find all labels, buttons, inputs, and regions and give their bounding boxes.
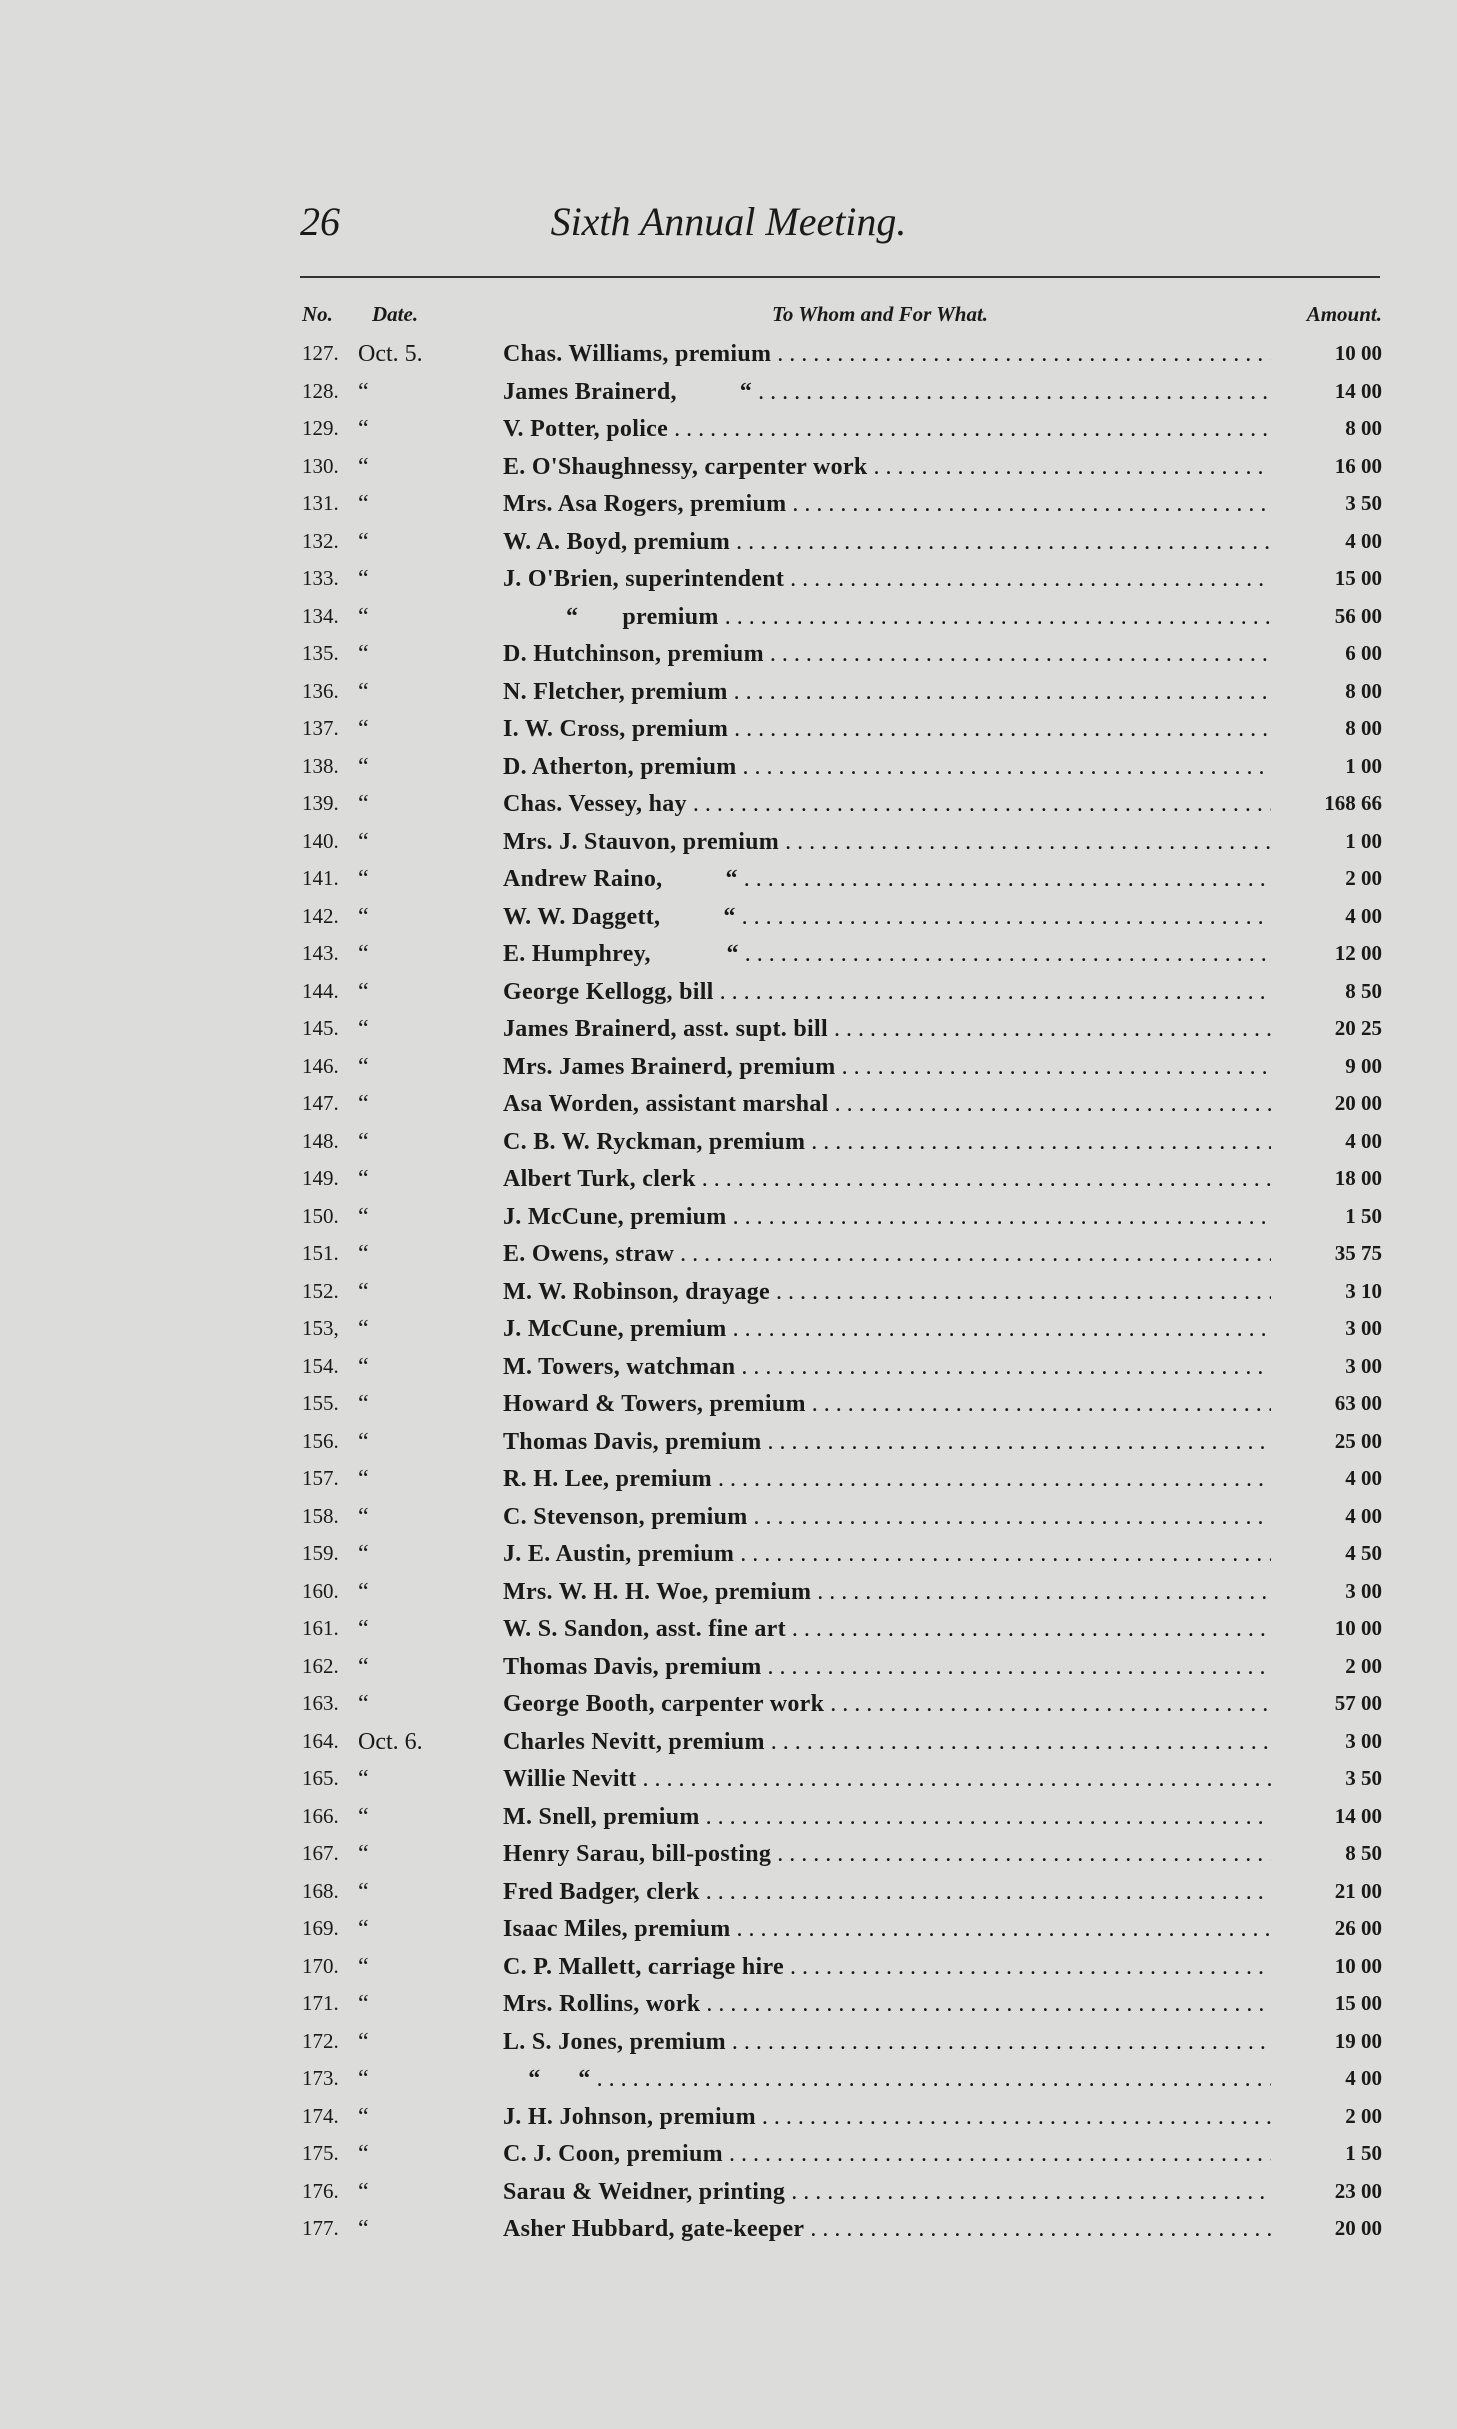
ledger-row [0,1875,1457,1913]
ledger-row [0,2175,1457,2213]
ledger-row [0,712,1457,750]
ledger-row [0,675,1457,713]
entry-date: “ [358,641,369,667]
entry-amount: 16 00 [1334,453,1382,478]
entry-amount: 8 00 [1345,678,1382,703]
ledger-row [0,787,1457,825]
ledger-row [0,1387,1457,1425]
entry-number: 153, [302,1316,339,1340]
ledger-row [0,975,1457,1013]
entry-date: “ [358,528,369,555]
entry-date: “ [358,1878,369,1905]
entry-amount: 8 50 [1345,1841,1382,1865]
entry-date: “ [358,941,369,967]
entry-number: 168. [302,1878,339,1903]
entry-description: N. Fletcher, premium . . . [503,679,1271,706]
entry-amount: 6 00 [1345,641,1382,665]
entry-number: 162. [302,1653,339,1678]
entry-amount: 63 00 [1334,1391,1382,1415]
ledger-row [0,1537,1457,1575]
entry-date: Oct. 5. [358,341,423,367]
entry-amount: 15 00 [1334,566,1382,590]
entry-amount: 10 00 [1334,341,1382,365]
entry-number: 127. [302,341,339,365]
entry-number: 148. [302,1128,339,1153]
entry-date: “ [358,1053,369,1080]
entry-amount: 9 00 [1345,1053,1382,1078]
header-rule [300,276,1380,278]
entry-date: “ [358,378,369,405]
entry-description: Asa Worden, assistant marshal . . . [503,1091,1271,1118]
page-header [0,192,1457,262]
ledger-row [0,1125,1457,1163]
entry-date: “ [358,1691,369,1717]
entry-date: “ [358,1241,369,1267]
ledger-row [0,1987,1457,2025]
ledger-row [0,1950,1457,1988]
entry-description: Albert Turk, clerk . . . [503,1166,1271,1193]
entry-amount: 3 50 [1345,491,1382,515]
entry-date: “ [358,2066,369,2092]
entry-date: “ [358,828,369,855]
ledger-row [0,525,1457,563]
entry-number: 141. [302,866,339,890]
entry-amount: 4 00 [1345,1503,1382,1528]
entry-date: “ [358,866,369,892]
entry-description: M. Snell, premium . . . [503,1804,1271,1831]
entry-date: “ [358,753,369,780]
entry-date: “ [358,903,369,930]
entry-amount: 21 00 [1334,1878,1382,1903]
entry-amount: 15 00 [1334,1991,1382,2015]
entry-date: “ [358,2103,369,2130]
entry-description: C. B. W. Ryckman, premium . . . [503,1129,1271,1156]
entry-amount: 168 66 [1324,791,1382,815]
ledger-row [0,1462,1457,1500]
entry-description: Mrs. Rollins, work . . . [503,1991,1271,2018]
entry-date: “ [358,2178,369,2205]
entry-number: 139. [302,791,339,815]
entry-date: “ [358,1391,369,1417]
entry-date: “ [358,678,369,705]
ledger-row [0,862,1457,900]
entry-date: “ [358,453,369,480]
ledger-row [0,1200,1457,1238]
entry-amount: 19 00 [1334,2028,1382,2053]
entry-description: J. E. Austin, premium . . . [503,1541,1271,1568]
entry-amount: 3 50 [1345,1766,1382,1790]
entry-description: Asher Hubbard, gate-keeper . . . [503,2216,1271,2243]
ledger-row [0,1762,1457,1800]
entry-number: 128. [302,378,339,403]
entry-date: “ [358,2028,369,2055]
entry-description: George Kellogg, bill . . . [503,979,1271,1006]
column-header-date: Date. [372,302,419,326]
entry-amount: 14 00 [1334,378,1382,403]
entry-number: 163. [302,1691,339,1715]
entry-description: Thomas Davis, premium . . . [503,1429,1271,1456]
entry-amount: 20 00 [1334,1091,1382,1115]
entry-date: “ [358,1803,369,1830]
entry-description: Howard & Towers, premium . . . [503,1391,1271,1418]
entry-date: “ [358,1016,369,1042]
entry-amount: 4 00 [1345,2066,1382,2090]
entry-date: “ [358,603,369,630]
entry-description: J. O'Brien, superintendent . . . [503,566,1271,593]
ledger-row [0,337,1457,375]
column-header-no: No. [302,302,333,326]
entry-description: J. McCune, premium . . . [503,1204,1271,1231]
ledger-row [0,1575,1457,1613]
entry-amount: 3 00 [1345,1578,1382,1603]
entry-number: 172. [302,2028,339,2053]
ledger-row [0,600,1457,638]
entry-number: 160. [302,1578,339,1603]
entry-date: “ [358,1916,369,1942]
entry-number: 145. [302,1016,339,1040]
entry-date: “ [358,1128,369,1155]
entry-date: “ [358,1166,369,1192]
entry-description: W. S. Sandon, asst. fine art . . . [503,1616,1271,1643]
running-title: Sixth Annual Meeting. [550,199,907,244]
entry-date: “ [358,2141,369,2167]
entry-number: 166. [302,1803,339,1828]
entry-number: 159. [302,1541,339,1565]
entry-amount: 8 00 [1345,716,1382,740]
entry-number: 143. [302,941,339,965]
entry-description: C. Stevenson, premium . . . [503,1504,1271,1531]
entry-number: 173. [302,2066,339,2090]
entry-number: 167. [302,1841,339,1865]
entry-number: 142. [302,903,339,928]
entry-description: Sarau & Weidner, printing . . . [503,2179,1271,2206]
entry-description: Thomas Davis, premium . . . [503,1654,1271,1681]
entry-number: 149. [302,1166,339,1190]
ledger-row [0,1800,1457,1838]
ledger-row [0,825,1457,863]
entry-description: Chas. Williams, premium . . . [503,341,1271,368]
entry-number: 155. [302,1391,339,1415]
entry-description: Mrs. Asa Rogers, premium . . . [503,491,1271,518]
entry-number: 144. [302,978,339,1003]
entry-amount: 2 00 [1345,2103,1382,2128]
entry-description: E. Humphrey, “ . . . [503,941,1271,968]
entry-number: 131. [302,491,339,515]
ledger-row [0,562,1457,600]
entry-description: E. Owens, straw . . . [503,1241,1271,1268]
ledger-row [0,1725,1457,1763]
entry-number: 146. [302,1053,339,1078]
entry-amount: 2 00 [1345,866,1382,890]
entry-amount: 1 50 [1345,1203,1382,1228]
entry-date: “ [358,1541,369,1567]
entry-description: M. W. Robinson, drayage . . . [503,1279,1271,1306]
entry-description: Mrs. J. Stauvon, premium . . . [503,829,1271,856]
entry-number: 138. [302,753,339,778]
column-header-whom: To Whom and For What. [771,302,989,326]
ledger-row [0,900,1457,938]
entry-description: J. McCune, premium . . . [503,1316,1271,1343]
entry-description: D. Hutchinson, premium . . . [503,641,1271,668]
entry-amount: 26 00 [1334,1916,1382,1940]
entry-description: James Brainerd, asst. supt. bill . . . [503,1016,1271,1043]
entry-number: 129. [302,416,339,440]
entry-amount: 10 00 [1334,1616,1382,1640]
entry-number: 154. [302,1353,339,1378]
entry-number: 152. [302,1278,339,1303]
entry-number: 176. [302,2178,339,2203]
entry-amount: 2 00 [1345,1653,1382,1678]
entry-date: “ [358,716,369,742]
entry-description: I. W. Cross, premium . . . [503,716,1271,743]
entry-number: 177. [302,2216,339,2240]
entry-amount: 25 00 [1334,1428,1382,1453]
entry-number: 174. [302,2103,339,2128]
entry-description: C. J. Coon, premium . . . [503,2141,1271,2168]
ledger-row [0,1312,1457,1350]
entry-date: “ [358,1991,369,2017]
entry-amount: 4 00 [1345,528,1382,553]
entry-date: “ [358,1766,369,1792]
entry-amount: 57 00 [1334,1691,1382,1715]
column-headers [0,302,1457,336]
entry-description: Willie Nevitt . . . [503,1766,1271,1793]
entry-number: 140. [302,828,339,853]
ledger-row [0,1500,1457,1538]
entry-date: “ [358,1616,369,1642]
entry-date: “ [358,978,369,1005]
ledger-row [0,1650,1457,1688]
ledger-row [0,487,1457,525]
entry-number: 134. [302,603,339,628]
entry-amount: 3 00 [1345,1728,1382,1753]
entry-amount: 1 50 [1345,2141,1382,2165]
entry-description: C. P. Mallett, carriage hire . . . [503,1954,1271,1981]
entry-number: 169. [302,1916,339,1940]
entry-date: “ [358,1953,369,1980]
entry-date: “ [358,1316,369,1342]
entry-description: M. Towers, watchman . . . [503,1354,1271,1381]
entry-amount: 18 00 [1334,1166,1382,1190]
entry-number: 133. [302,566,339,590]
ledger-row [0,1425,1457,1463]
entry-amount: 56 00 [1334,603,1382,628]
entry-amount: 1 00 [1345,753,1382,778]
entry-number: 161. [302,1616,339,1640]
entry-number: 165. [302,1766,339,1790]
entry-number: 137. [302,716,339,740]
entry-amount: 4 00 [1345,1466,1382,1490]
entry-description: “ “ . . . [503,2066,1271,2093]
ledger-row [0,2100,1457,2138]
ledger-row [0,937,1457,975]
entry-description: W. W. Daggett, “ . . . [503,904,1271,931]
entry-date: “ [358,566,369,592]
entry-date: “ [358,1091,369,1117]
entry-description: Chas. Vessey, hay . . . [503,791,1271,818]
entry-amount: 14 00 [1334,1803,1382,1828]
entry-amount: 35 75 [1334,1241,1382,1265]
entry-description: James Brainerd, “ . . . [503,379,1271,406]
entry-date: “ [358,1466,369,1492]
entry-amount: 4 50 [1345,1541,1382,1565]
entry-description: George Booth, carpenter work . . . [503,1691,1271,1718]
ledger-row [0,450,1457,488]
entry-number: 132. [302,528,339,553]
entry-number: 175. [302,2141,339,2165]
entry-number: 158. [302,1503,339,1528]
entry-date: “ [358,1578,369,1605]
entry-description: V. Potter, police . . . [503,416,1271,443]
ledger-row [0,2062,1457,2100]
entry-amount: 8 00 [1345,416,1382,440]
entry-amount: 1 00 [1345,828,1382,853]
entry-date: “ [358,1203,369,1230]
ledger-row [0,1687,1457,1725]
entry-number: 130. [302,453,339,478]
entry-amount: 20 25 [1334,1016,1382,1040]
entry-description: Andrew Raino, “ . . . [503,866,1271,893]
entry-amount: 3 00 [1345,1316,1382,1340]
entry-number: 135. [302,641,339,665]
entry-number: 136. [302,678,339,703]
entry-description: Fred Badger, clerk . . . [503,1879,1271,1906]
entry-date: “ [358,1503,369,1530]
entry-description: Mrs. James Brainerd, premium . . . [503,1054,1271,1081]
ledger-row [0,1012,1457,1050]
ledger-row [0,1050,1457,1088]
entry-amount: 12 00 [1334,941,1382,965]
ledger-row [0,2137,1457,2175]
entry-amount: 4 00 [1345,1128,1382,1153]
entry-description: D. Atherton, premium . . . [503,754,1271,781]
ledger-row [0,1612,1457,1650]
ledger-row [0,1162,1457,1200]
ledger-row [0,412,1457,450]
entry-description: Henry Sarau, bill-posting . . . [503,1841,1271,1868]
entry-date: “ [358,491,369,517]
entry-number: 151. [302,1241,339,1265]
entry-date: “ [358,1428,369,1455]
entry-description: J. H. Johnson, premium . . . [503,2104,1271,2131]
entry-number: 157. [302,1466,339,1490]
entry-amount: 3 10 [1345,1278,1382,1303]
ledger-row [0,1087,1457,1125]
ledger-row [0,637,1457,675]
entry-number: 156. [302,1428,339,1453]
entry-description: Mrs. W. H. H. Woe, premium . . . [503,1579,1271,1606]
entry-amount: 10 00 [1334,1953,1382,1978]
entry-amount: 8 50 [1345,978,1382,1003]
entry-description: E. O'Shaughnessy, carpenter work . . . [503,454,1271,481]
entry-amount: 4 00 [1345,903,1382,928]
entry-number: 170. [302,1953,339,1978]
entry-description: Isaac Miles, premium . . . [503,1916,1271,1943]
ledger-row [0,1912,1457,1950]
ledger-row [0,2025,1457,2063]
entry-date: “ [358,791,369,817]
entry-number: 171. [302,1991,339,2015]
ledger-row [0,1837,1457,1875]
ledger-table [0,337,1457,2250]
entry-description: Charles Nevitt, premium . . . [503,1729,1271,1756]
entry-description: W. A. Boyd, premium . . . [503,529,1271,556]
entry-number: 150. [302,1203,339,1228]
entry-date: Oct. 6. [358,1728,423,1755]
entry-description: “ premium . . . [503,604,1271,631]
entry-date: “ [358,416,369,442]
entry-number: 147. [302,1091,339,1115]
entry-date: “ [358,1278,369,1305]
entry-number: 164. [302,1728,339,1753]
entry-date: “ [358,1353,369,1380]
ledger-row [0,2212,1457,2250]
ledger-row [0,375,1457,413]
ledger-row [0,750,1457,788]
entry-date: “ [358,1653,369,1680]
ledger-row [0,1350,1457,1388]
page-number: 26 [300,199,340,244]
entry-description: R. H. Lee, premium . . . [503,1466,1271,1493]
entry-amount: 3 00 [1345,1353,1382,1378]
ledger-row [0,1275,1457,1313]
entry-amount: 20 00 [1334,2216,1382,2240]
column-header-amount: Amount. [1306,302,1382,326]
ledger-row [0,1237,1457,1275]
entry-date: “ [358,2216,369,2242]
entry-amount: 23 00 [1334,2178,1382,2203]
entry-description: L. S. Jones, premium . . . [503,2029,1271,2056]
entry-date: “ [358,1841,369,1867]
